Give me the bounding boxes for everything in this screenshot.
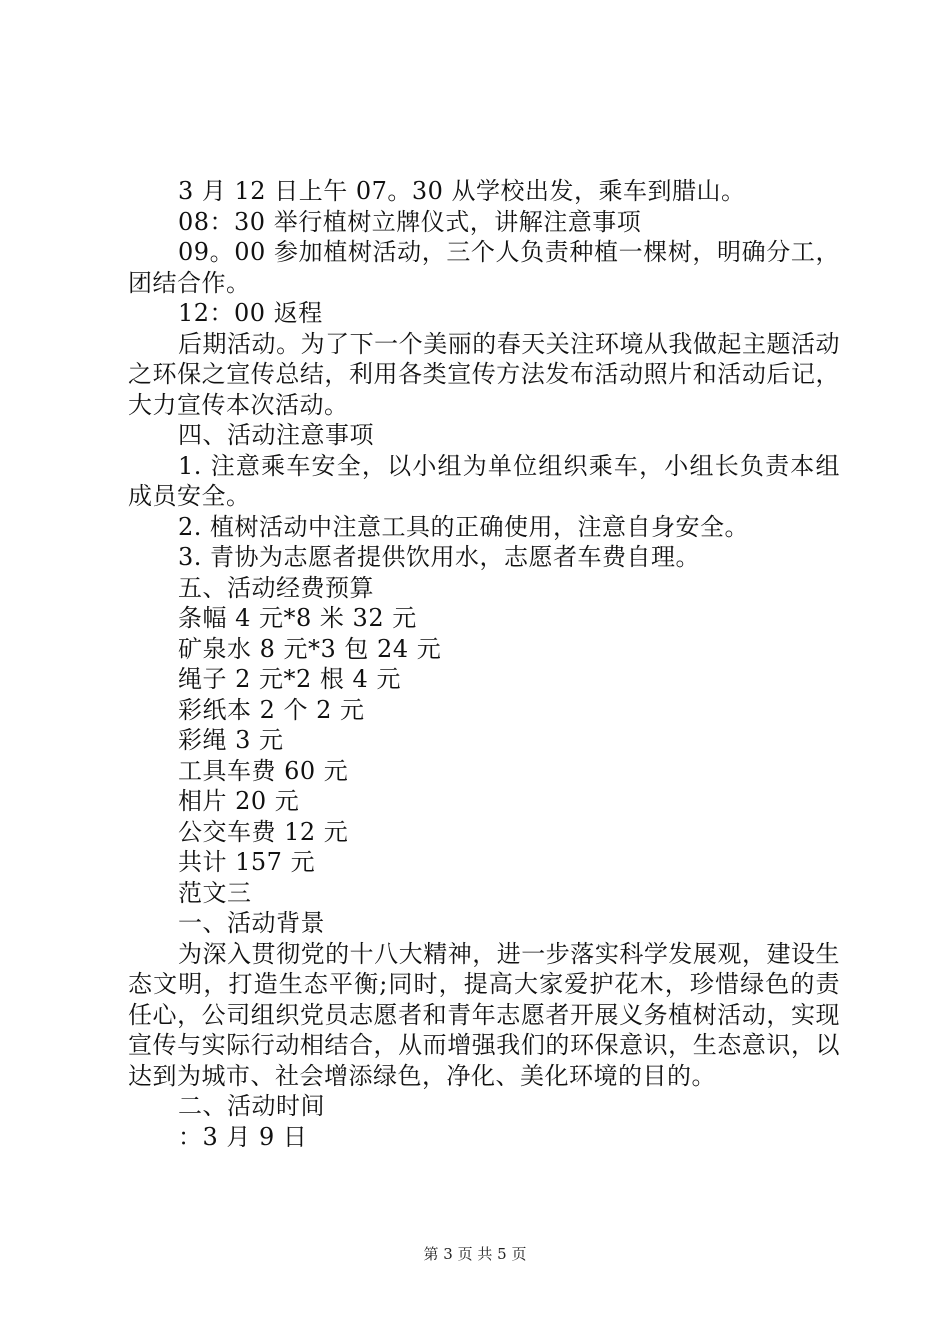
budget-item: 工具车费 60 元 bbox=[178, 756, 349, 785]
note-item-1: 1. 注意乘车安全，以小组为单位组织乘车，小组长负责本组成员安全。 bbox=[128, 451, 840, 510]
section-heading-notes: 四、活动注意事项 bbox=[178, 421, 374, 449]
sample-heading: 范文三 bbox=[178, 878, 252, 907]
budget-item: 相片 20 元 bbox=[178, 787, 300, 815]
section-heading-time: 二、活动时间 bbox=[178, 1092, 325, 1120]
schedule-line-1: 3 月 12 日上午 07。30 从学校出发，乘车到腊山。 bbox=[178, 177, 746, 205]
note-item-3: 3. 青协为志愿者提供饮用水，志愿者车费自理。 bbox=[178, 543, 701, 571]
budget-item: 彩绳 3 元 bbox=[178, 726, 284, 754]
activity-date: ：3 月 9 日 bbox=[178, 1122, 308, 1151]
section-heading-budget: 五、活动经费预算 bbox=[178, 573, 374, 602]
budget-item: 彩纸本 2 个 2 元 bbox=[178, 695, 365, 724]
schedule-line-2: 08：30 举行植树立牌仪式，讲解注意事项 bbox=[178, 207, 642, 236]
budget-item: 绳子 2 元*2 根 4 元 bbox=[178, 665, 401, 693]
budget-item: 矿泉水 8 元*3 包 24 元 bbox=[178, 634, 442, 663]
budget-item: 条幅 4 元*8 米 32 元 bbox=[178, 604, 417, 632]
document-body bbox=[128, 176, 840, 1152]
schedule-line-3: 09。00 参加植树活动，三个人负责种植一棵树，明确分工，团结合作。 bbox=[128, 238, 840, 297]
schedule-line-4: 12：00 返程 bbox=[178, 299, 323, 327]
note-item-2: 2. 植树活动中注意工具的正确使用，注意自身安全。 bbox=[178, 512, 750, 541]
page-number: 第 3 页 共 5 页 bbox=[423, 1245, 527, 1263]
budget-item: 公交车费 12 元 bbox=[178, 817, 349, 846]
budget-total: 共计 157 元 bbox=[178, 848, 316, 876]
section-heading-background: 一、活动背景 bbox=[178, 909, 325, 937]
background-paragraph: 为深入贯彻党的十八大精神，进一步落实科学发展观，建设生态文明，打造生态平衡;同时，提高大家爱护花木，珍惜绿色的责任心，公司组织党员志愿者和青年志愿者开展义务植树活动，实现宣传与实际行动相结合，从而增强我们的环保意识，生态意识，以达到为城市、社会增添绿色，净化、美化环境的目的。 bbox=[128, 939, 840, 1090]
followup-paragraph: 后期活动。为了下一个美丽的春天关注环境从我做起主题活动之环保之宣传总结，利用各类宣传方法发布活动照片和活动后记，大力宣传本次活动。 bbox=[128, 329, 840, 419]
